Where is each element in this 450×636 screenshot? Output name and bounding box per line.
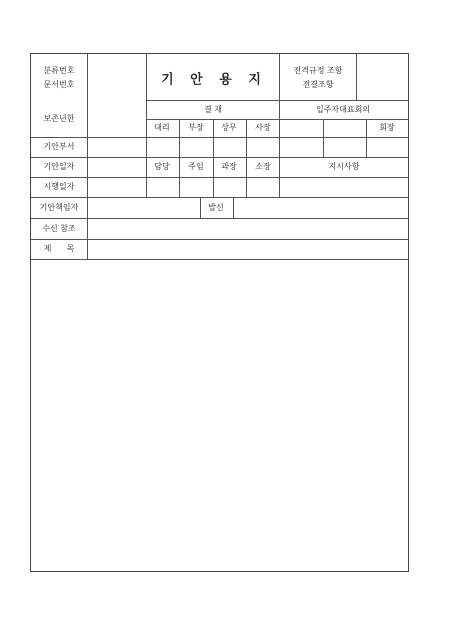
- subject-label: 제 목: [43, 244, 75, 253]
- grid-line: [200, 197, 201, 218]
- retention-period-label: 보존년한: [43, 114, 75, 123]
- dispatch-label: 발신: [208, 203, 224, 212]
- subject-field[interactable]: [88, 240, 408, 259]
- department-head-label: 부장: [188, 123, 204, 132]
- authority-rule-label: 전격규정 조항: [293, 66, 343, 75]
- classification-number-label: 분류번호: [43, 66, 75, 75]
- grid-line: [146, 100, 408, 101]
- grid-line: [356, 54, 357, 100]
- instructions-label: 지시사항: [328, 162, 360, 171]
- form-title: 기 안 용 지: [161, 72, 267, 88]
- grid-line: [179, 119, 180, 197]
- section-chief-label: 과장: [221, 162, 237, 171]
- final-approval-rule-label: 전결조항: [302, 80, 334, 89]
- grid-line: [146, 119, 408, 120]
- body-content-area[interactable]: [31, 260, 408, 571]
- grid-line: [246, 119, 247, 197]
- recipient-reference-label: 수신 참조: [42, 224, 76, 233]
- grid-line: [366, 119, 367, 157]
- document-number-label: 문서번호: [43, 80, 75, 89]
- grid-line: [323, 119, 324, 157]
- enforcement-date-label: 시행일자: [43, 182, 75, 191]
- person-in-charge-label: 담당: [154, 162, 170, 171]
- council-header: 입주자대표회의: [315, 105, 371, 114]
- chairman-label: 회장: [379, 123, 395, 132]
- approval-header: 결 재: [204, 105, 222, 114]
- grid-line: [233, 197, 234, 218]
- classification-number-field[interactable]: [88, 54, 146, 100]
- grid-line: [146, 54, 147, 197]
- chief-label: 주임: [188, 162, 204, 171]
- grid-line: [279, 54, 280, 197]
- grid-line: [213, 119, 214, 197]
- director-label: 소장: [255, 162, 271, 171]
- drafter-label: 기안책임자: [39, 203, 79, 212]
- drafting-department-label: 기안부서: [43, 142, 75, 151]
- drafting-date-label: 기안일자: [43, 162, 75, 171]
- president-label: 사장: [255, 123, 271, 132]
- executive-director-label: 상무: [221, 123, 237, 132]
- draft-form: [30, 53, 409, 572]
- deputy-label: 대리: [154, 123, 170, 132]
